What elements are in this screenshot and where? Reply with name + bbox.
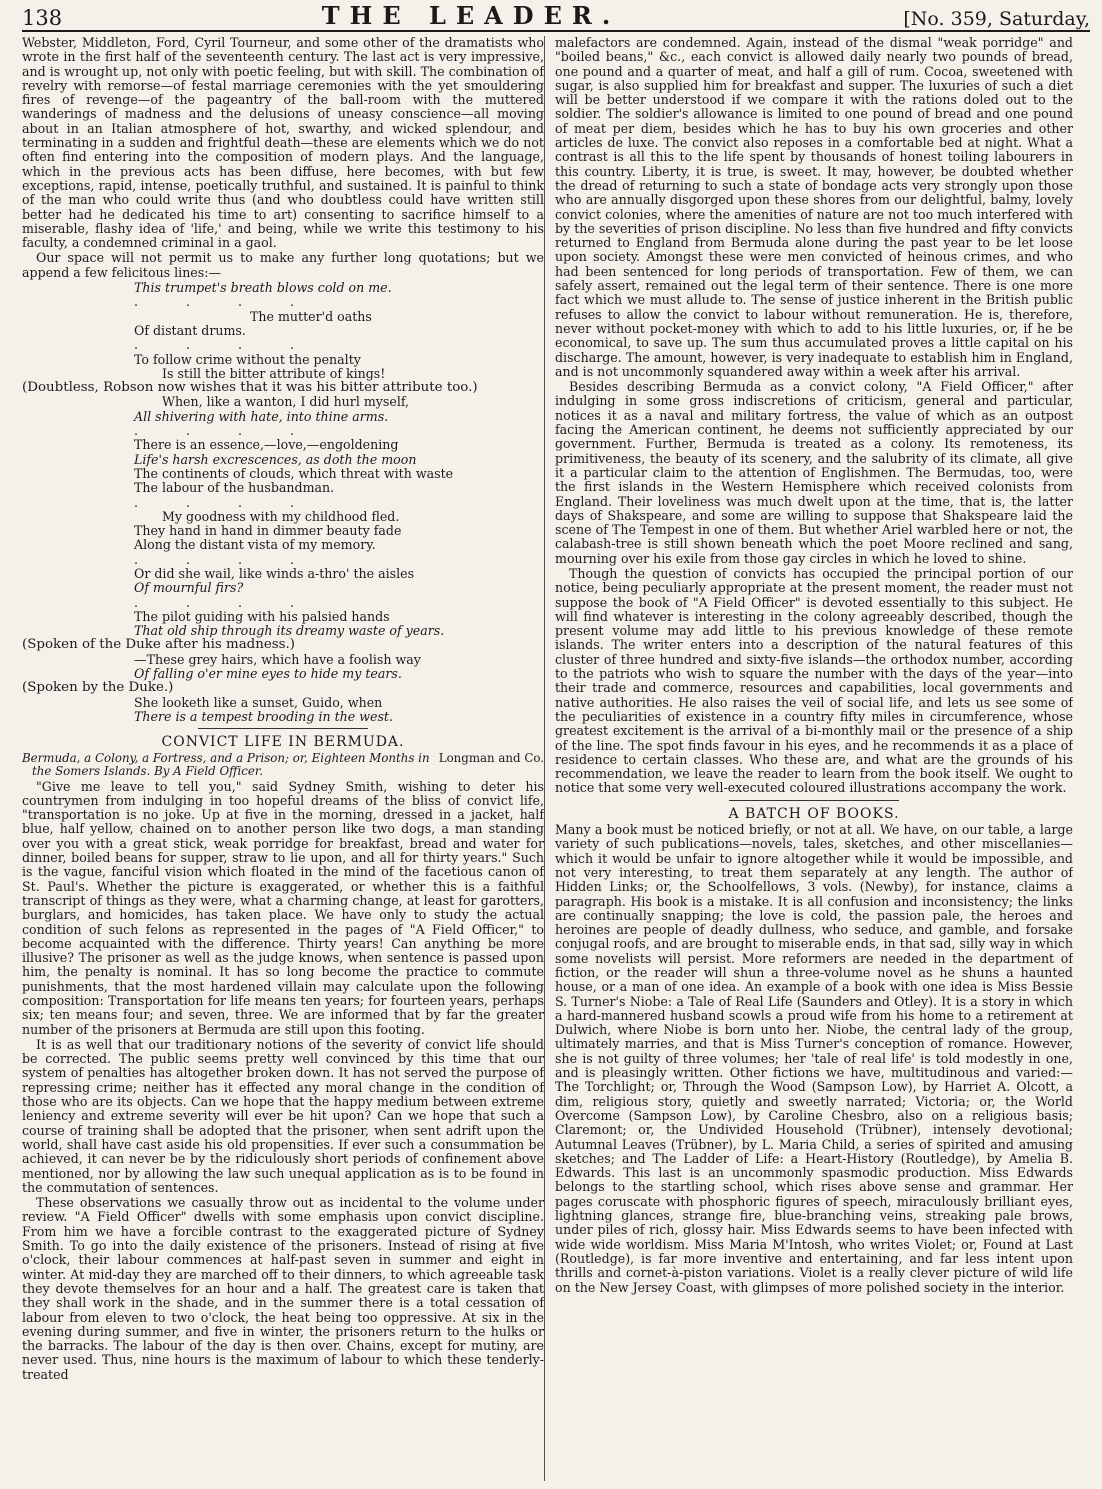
right-column (555, 36, 1073, 1483)
poem-line: The labour of the husbandman. (134, 480, 335, 496)
left-column (22, 36, 544, 1483)
ellipsis-divider: . . . . (134, 494, 317, 510)
book-citation (22, 752, 544, 778)
newspaper-title: THE LEADER. (321, 1, 621, 30)
ellipsis-divider: . . . . (134, 423, 317, 439)
masthead (22, 0, 1090, 32)
section-rule (729, 800, 899, 801)
poem-line: Or did she wail, like winds a-thro' the aisles (134, 565, 415, 581)
ellipsis-divider: . . . . (134, 337, 317, 353)
poem-line: When, like a wanton, I did hurl myself, (162, 394, 410, 410)
article-paragraph: Besides describing Bermuda as a convict colony, "A Field Officer," after indulging in some gross indiscretions of criticism, general and particular, notices it as a naval and military fortress, the value of which as an outpost facing the American continent, he deems not sufficiently appreciated by our government. Further, Bermuda is treated as a colony. Its remoteness, its primitiveness, the beauty of its scenery, and the salubrity of its climate, all give it a particular claim to the attention of Englishmen. The Bermudas, too, were the first islands in the Western Hemisphere which received colonists from England. Their loveliness was much dwelt upon at the time, that is, the latter days of Shakspeare, and some are willing to suppose that Shakspeare laid the scene of The Tempest in one of them. But whether Ariel warbled here or not, the calabash-tree is still shown beneath which the poet Moore reclined and sang, mourning over his exile from those gay circles in which he loved to shine. (555, 379, 1073, 566)
poem-line: There is a tempest brooding in the west. (134, 708, 393, 724)
poem-line: All shivering with hate, into thine arms. (134, 408, 389, 424)
section-rule (198, 728, 368, 729)
poem-line: Along the distant vista of my memory. (134, 537, 376, 553)
poem-line: She looketh like a sunset, Guido, when (134, 694, 383, 710)
poem-line: There is an essence,—love,—engoldening (134, 437, 399, 453)
poem-line: Life's harsh excrescences, as doth the moon (134, 451, 417, 467)
poem-line: —These grey hairs, which have a foolish way (134, 651, 421, 667)
publisher: Longman and Co. (438, 750, 544, 765)
poem-line: To follow crime without the penalty (134, 351, 361, 367)
page-number: 138 (22, 6, 63, 30)
poem-line: Of mournful firs? (134, 580, 244, 596)
poem-line: Is still the bitter attribute of kings! (162, 365, 386, 381)
review-continuation: Webster, Middleton, Ford, Cyril Tourneur, and some other of the dramatists who wrote in the first half of the seventeenth century. The last act is very impressive, and is wrought up, not only with poetic feeling, but with skill. The combination of revelry with remorse—of festal marriage ceremonies with the yet smouldering fires of revenge—of the pageantry of the ball-room with the muttered wanderings of madness and the delusions of uneasy conscience—all moving about in an Italian atmosphere of hot, swarthy, and wicked splendour, and terminating in a sudden and frightful death—these are elements which we do not often find entering into the composition of modern plays. And the language, which in the previous acts has been diffuse, here becomes, with but few exceptions, rapid, intense, poetically truthful, and sustained. It is painful to think of the man who could write thus (and who doubtless could have written still better had he dedicated his time to art) consenting to sacrifice himself to a miserable, flashy idea of 'life,' and being, while we write this testimony to his faculty, a condemned criminal in a gaol. (22, 36, 544, 251)
editor-note: (Spoken of the Duke after his madness.) (22, 637, 296, 653)
ellipsis-divider: . . . . (134, 294, 317, 310)
poem-line: This trumpet's breath blows cold on me. (134, 280, 392, 296)
quotes-intro: Our space will not permit us to make any further long quotations; but we append a few felicitous lines:— (22, 250, 544, 280)
poem-line: The continents of clouds, which threat with waste (134, 465, 454, 481)
article-paragraph: malefactors are condemned. Again, instead of the dismal "weak porridge" and "boiled beans," &c., each convict is allowed daily nearly two pounds of bread, one pound and a quarter of meat, and half a gill of rum. Cocoa, sweetened with sugar, is also supplied him for breakfast and supper. The luxuries of such a diet will be better understood if we compare it with the rations doled out to the soldier. The soldier's allowance is limited to one pound of bread and one pound of meat per diem, besides which he has to buy his own groceries and other articles de luxe. The convict also reposes in a comfortable bed at night. What a contrast is all this to the life spent by thousands of honest toiling labourers in this country. Liberty, it is true, is sweet. It may, however, be doubted whether the dread of returning to such a state of bondage acts very strongly upon those who are annually disgorged upon these shores from our delightful, balmy, lovely convict colonies, where the amenities of nature are not too much interfered with by the severities of prison discipline. No less than five hundred and fifty convicts returned to England from Bermuda alone during the past year to be let loose upon society. Amongst these were men convicted of heinous crimes, and who had been sentenced for long periods of transportation. Few of them, we can safely assert, remained out the legal term of their sentence. There is one more fact which we must allude to. The sense of justice inherent in the British public refuses to allow the convict to labour without remuneration. He is, therefore, never without pocket-money with which to add to his little luxuries, or, if he be economical, to save up. The sum thus accumulated proves a little capital on his discharge. The amount, however, is very inadequate to establish him in England, and is not uncommonly squandered away within a week after his arrival. (555, 36, 1073, 379)
ellipsis-divider: . . . . (134, 551, 317, 567)
poem-line: The mutter'd oaths (250, 308, 372, 324)
poem-line: My goodness with my childhood fled. (162, 508, 400, 524)
poem-line: The pilot guiding with his palsied hands (134, 608, 390, 624)
poem-line: They hand in hand in dimmer beauty fade (134, 523, 402, 539)
poem-line: That old ship through its dreamy waste of years. (134, 623, 445, 639)
issue-info: [No. 359, Saturday, (903, 8, 1090, 30)
editor-note: (Spoken by the Duke.) (22, 680, 174, 696)
article-paragraph: It is as well that our traditionary notions of the severity of convict life should be corrected. The public seems pretty well convinced by this time that our system of penalties has altogether broken down. It has not served the purpose of repressing crime; neither has it effected any moral change in the condition of those who are its objects. Can we hope that the happy medium between extreme leniency and extreme severity will ever be hit upon? Can we hope that such a course of training shall be adopted that the prisoner, when sent adrift upon the world, shall have cast aside his old propensities. If ever such a consummation be achieved, it can never be by the ridiculously short periods of confinement above mentioned, nor by allowing the law such unequal application as is to be found in the commutation of sentences. (22, 1036, 544, 1195)
article-paragraph: These observations we casually throw out as incidental to the volume under review. "A Field Officer" dwells with some emphasis upon convict discipline. From him we have a forcible contrast to the exaggerated picture of Sydney Smith. To go into the daily existence of the prisoners. Instead of rising at five o'clock, their labour commences at half-past seven in summer and eight in winter. At mid-day they are marched off to their dinners, to which agreeable task they devote themselves for an hour and a half. The greatest care is taken that they shall work in the shade, and in the summer there is a total cessation of labour from eleven to two o'clock, the heat being too oppressive. At six in the evening during summer, and five in winter, the prisoners return to the hulks or the barracks. The labour of the day is then over. Chains, except for mutiny, are never used. Thus, nine hours is the maximum of labour to which these tenderly-treated (22, 1195, 544, 1382)
quoted-lines (22, 281, 544, 724)
section-title-batch-of-books: A BATCH OF BOOKS. (728, 805, 900, 822)
column-divider (544, 36, 545, 1481)
article-paragraph: "Give me leave to tell you," said Sydney Smith, wishing to deter his countrymen from indulging in too hopeful dreams of the bliss of convict life, "transportation is no joke. Up at five in the morning, dressed in a jacket, half blue, half yellow, chained on to another person like two dogs, a man standing over you with a great stick, weak porridge for breakfast, bread and water for dinner, boiled beans for supper, straw to lie upon, and all for thirty years." Such is the vague, fanciful vision which floated in the mind of the facetious canon of St. Paul's. Whether the picture is exaggerated, or whether this is a faithful transcript of things as they were, what a charming change, at least for garotters, burglars, and homicides, has taken place. We have only to study the actual condition of such felons as represented in the pages of "A Field Officer," to become acquainted with the difference. Thirty years! Can anything be more illusive? The prisoner as well as the judge knows, when sentence is passed upon him, the penalty is nominal. It has so long become the practice to commute punishments, that the most hardened villain may calculate upon the following composition: Transportation for life means ten years; for fourteen years, perhaps six; ten means four; and seven, three. We are informed that by far the greater number of the prisoners at Bermuda are still upon this footing. (22, 778, 544, 1037)
poem-line: Of distant drums. (134, 322, 246, 338)
book-title: Bermuda, a Colony, a Fortress, and a Prison; or, Eighteen Months in the Somers Islands. By A Field Officer. (22, 750, 430, 778)
poem-line: Of falling o'er mine eyes to hide my tears. (134, 666, 402, 682)
article-paragraph: Many a book must be noticed briefly, or not at all. We have, on our table, a large variety of such publications—novels, tales, sketches, and other miscellanies—which it would be unfair to ignore altogether while it would be impossible, and not very interesting, to treat them separately at any length. The author of Hidden Links; or, the Schoolfellows, 3 vols. (Newby), for instance, claims a paragraph. His book is a mistake. It is all confusion and inconsistency; the links are continually snapping; the love is cold, the passion pale, the heroes and heroines are people of deadly dullness, who seduce, and gamble, and forsake conjugal roofs, and are brought to miserable ends, in that sad, silly way in which some novelists will persist. More reformers are needed in the department of fiction, or the reader will shun a three-volume novel as he shuns a haunted house, or a man of one idea. An example of a book with one idea is Miss Bessie S. Turner's Niobe: a Tale of Real Life (Saunders and Otley). It is a story in which a hard-mannered husband scowls a proud wife from his home to a retirement at Dulwich, where Niobe is born unto her. Niobe, the central lady of the group, ultimately marries, and that is Miss Turner's conception of romance. However, she is not guilty of three volumes; her 'tale of real life' is told modestly in one, and is pleasingly written. Other fictions we have, multitudinous and varied:—The Torchlight; or, Through the Wood (Sampson Low), by Harriet A. Olcott, a dim, religious story, quietly and sweetly narrated; Victoria; or, the World Overcome (Sampson Low), by Caroline Chesbro, also on a religious basis; Claremont; or, the Undivided Household (Trübner), intensely devotional; Autumnal Leaves (Trübner), by L. Maria Child, a series of spirited and amusing sketches; and The Ladder of Life: a Heart-History (Routledge), by Amelia B. Edwards. This last is an uncommonly spasmodic production. Miss Edwards belongs to the startling school, which rises above sense and grammar. Her pages coruscate with phosphoric figures of speech, miraculously brilliant eyes, lightning glances, strange fire, blue-branching veins, streaking pale brows, under piles of rich, glossy hair. Miss Edwards seems to have been infected with wide wide worldism. Miss Maria M'Intosh, who writes Violet; or, Found at Last (Routledge), is far more inventive and entertaining, and far less intent upon thrills and cornet-à-piston variations. Violet is a really clever picture of wild life on the New Jersey Coast, with glimpses of more polished society in the interior. (555, 822, 1073, 1295)
section-title-convict-life: CONVICT LIFE IN BERMUDA. (161, 734, 405, 751)
article-paragraph: Though the question of convicts has occupied the principal portion of our notice, being peculiarly appropriate at the present moment, the reader must not suppose the book of "A Field Officer" is devoted essentially to this subject. He will find whatever is interesting in the colony agreeably described, though the present volume may add little to his previous knowledge of these remote islands. The writer enters into a description of the natural features of this cluster of three hundred and sixty-five islands—the orthodox number, according to the patriots who wish to square the number with the days of the year—into their trade and commerce, resources and capabilities, local governments and native authorities. He also raises the veil of social life, and lets us see some of the peculiarities of existence in a country fifty miles in circumference, whose greatest excitement is the arrival of a bi-monthly mail or the presence of a ship of the line. The spot finds favour in his eyes, and he recommends it as a place of residence to certain classes. Who these are, and what are the grounds of his recommendation, we leave the reader to learn from the book itself. We ought to notice that some very well-executed coloured illustrations accompany the work. (555, 565, 1073, 796)
editor-note: (Doubtless, Robson now wishes that it was his bitter attribute too.) (22, 380, 478, 396)
ellipsis-divider: . . . . (134, 594, 317, 610)
